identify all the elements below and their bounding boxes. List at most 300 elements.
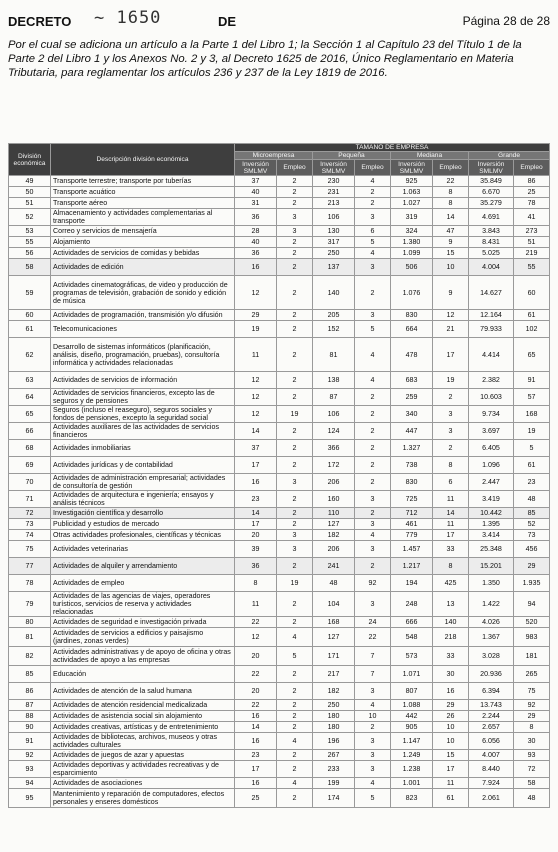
small-investment: 127 bbox=[313, 628, 355, 647]
division-description: Actividades inmobiliarias bbox=[51, 440, 235, 457]
small-employment: 2 bbox=[355, 457, 391, 474]
micro-investment: 14 bbox=[235, 423, 277, 440]
table-row bbox=[9, 541, 550, 558]
small-employment: 92 bbox=[355, 575, 391, 592]
large-investment: 4.414 bbox=[469, 338, 514, 372]
micro-employment: 2 bbox=[277, 237, 313, 248]
small-employment: 2 bbox=[355, 198, 391, 209]
large-investment: 14.627 bbox=[469, 276, 514, 310]
large-employment: 65 bbox=[514, 338, 550, 372]
medium-investment: 830 bbox=[391, 310, 433, 321]
division-description: Actividades cinematográficas, de video y producción de programas de televisión, grabación de sonido y edición de música bbox=[51, 276, 235, 310]
small-employment: 2 bbox=[355, 722, 391, 733]
division-code: 93 bbox=[9, 761, 51, 778]
small-investment: 140 bbox=[313, 276, 355, 310]
division-description: Actividades de arquitectura e ingeniería; ensayos y análisis técnicos bbox=[51, 491, 235, 508]
micro-investment: 22 bbox=[235, 617, 277, 628]
small-investment: 180 bbox=[313, 722, 355, 733]
micro-employment: 2 bbox=[277, 457, 313, 474]
micro-investment: 17 bbox=[235, 457, 277, 474]
division-description: Publicidad y estudios de mercado bbox=[51, 519, 235, 530]
large-investment: 3.028 bbox=[469, 647, 514, 666]
medium-employment: 10 bbox=[433, 733, 469, 750]
small-investment: 233 bbox=[313, 761, 355, 778]
division-description: Almacenamiento y actividades complementarias al transporte bbox=[51, 209, 235, 226]
micro-employment: 2 bbox=[277, 617, 313, 628]
large-employment: 55 bbox=[514, 259, 550, 276]
medium-investment: 442 bbox=[391, 711, 433, 722]
division-description: Transporte terrestre; transporte por tuberías bbox=[51, 176, 235, 187]
small-investment: 205 bbox=[313, 310, 355, 321]
large-investment: 1.096 bbox=[469, 457, 514, 474]
large-investment: 20.936 bbox=[469, 666, 514, 683]
investment-header: Inversión SMLMV bbox=[391, 160, 433, 176]
micro-employment: 2 bbox=[277, 248, 313, 259]
small-employment: 3 bbox=[355, 209, 391, 226]
division-description: Mantenimiento y reparación de computadores, efectos personales y enseres domésticos bbox=[51, 789, 235, 808]
micro-employment: 4 bbox=[277, 628, 313, 647]
division-description: Actividades de seguridad e investigación privada bbox=[51, 617, 235, 628]
large-employment: 48 bbox=[514, 491, 550, 508]
division-code: 61 bbox=[9, 321, 51, 338]
division-code: 69 bbox=[9, 457, 51, 474]
medium-employment: 13 bbox=[433, 592, 469, 617]
micro-investment: 16 bbox=[235, 778, 277, 789]
micro-investment: 12 bbox=[235, 372, 277, 389]
division-code: 49 bbox=[9, 176, 51, 187]
division-code: 56 bbox=[9, 248, 51, 259]
table-row bbox=[9, 666, 550, 683]
division-description: Transporte aéreo bbox=[51, 198, 235, 209]
medium-investment: 1.076 bbox=[391, 276, 433, 310]
large-employment: 23 bbox=[514, 474, 550, 491]
division-code: 94 bbox=[9, 778, 51, 789]
table-row bbox=[9, 700, 550, 711]
large-employment: 219 bbox=[514, 248, 550, 259]
micro-employment: 2 bbox=[277, 389, 313, 406]
small-investment: 182 bbox=[313, 683, 355, 700]
table-row bbox=[9, 310, 550, 321]
division-description: Educación bbox=[51, 666, 235, 683]
medium-investment: 823 bbox=[391, 789, 433, 808]
division-code: 91 bbox=[9, 733, 51, 750]
small-investment: 213 bbox=[313, 198, 355, 209]
micro-employment: 2 bbox=[277, 372, 313, 389]
size-header-micro: Microempresa bbox=[235, 152, 313, 160]
division-code: 60 bbox=[9, 310, 51, 321]
medium-employment: 15 bbox=[433, 750, 469, 761]
large-employment: 102 bbox=[514, 321, 550, 338]
micro-investment: 11 bbox=[235, 592, 277, 617]
investment-header: Inversión SMLMV bbox=[313, 160, 355, 176]
medium-employment: 17 bbox=[433, 530, 469, 541]
division-description: Actividades de las agencias de viajes, operadores turísticos, servicios de reserva y actividades relacionadas bbox=[51, 592, 235, 617]
medium-investment: 1.027 bbox=[391, 198, 433, 209]
table-row bbox=[9, 722, 550, 733]
division-description: Actividades de asistencia social sin alojamiento bbox=[51, 711, 235, 722]
table-row bbox=[9, 176, 550, 187]
small-employment: 2 bbox=[355, 423, 391, 440]
table-row bbox=[9, 389, 550, 406]
medium-employment: 9 bbox=[433, 237, 469, 248]
micro-investment: 40 bbox=[235, 237, 277, 248]
division-code: 74 bbox=[9, 530, 51, 541]
small-investment: 171 bbox=[313, 647, 355, 666]
small-employment: 4 bbox=[355, 338, 391, 372]
micro-employment: 2 bbox=[277, 761, 313, 778]
division-description: Seguros (incluso el reaseguro), seguros sociales y fondos de pensiones, excepto la seguridad social bbox=[51, 406, 235, 423]
large-investment: 2.447 bbox=[469, 474, 514, 491]
small-investment: 250 bbox=[313, 248, 355, 259]
micro-investment: 16 bbox=[235, 259, 277, 276]
small-employment: 7 bbox=[355, 647, 391, 666]
small-investment: 152 bbox=[313, 321, 355, 338]
small-investment: 267 bbox=[313, 750, 355, 761]
small-investment: 168 bbox=[313, 617, 355, 628]
large-investment: 7.924 bbox=[469, 778, 514, 789]
description-header: Descripción división económica bbox=[51, 144, 235, 176]
table-row bbox=[9, 575, 550, 592]
division-code: 66 bbox=[9, 423, 51, 440]
company-size-header: TAMAÑO DE EMPRESA bbox=[235, 144, 550, 152]
micro-employment: 3 bbox=[277, 541, 313, 558]
small-employment: 7 bbox=[355, 666, 391, 683]
division-description: Investigación científica y desarrollo bbox=[51, 508, 235, 519]
table-row bbox=[9, 558, 550, 575]
small-employment: 4 bbox=[355, 176, 391, 187]
division-code: 51 bbox=[9, 198, 51, 209]
large-employment: 72 bbox=[514, 761, 550, 778]
medium-investment: 905 bbox=[391, 722, 433, 733]
large-investment: 4.026 bbox=[469, 617, 514, 628]
medium-employment: 29 bbox=[433, 700, 469, 711]
medium-employment: 61 bbox=[433, 789, 469, 808]
large-employment: 73 bbox=[514, 530, 550, 541]
micro-investment: 17 bbox=[235, 519, 277, 530]
large-employment: 75 bbox=[514, 683, 550, 700]
medium-investment: 738 bbox=[391, 457, 433, 474]
small-employment: 5 bbox=[355, 789, 391, 808]
medium-employment: 140 bbox=[433, 617, 469, 628]
employment-header: Empleo bbox=[433, 160, 469, 176]
medium-investment: 1.147 bbox=[391, 733, 433, 750]
micro-investment: 12 bbox=[235, 628, 277, 647]
micro-employment: 2 bbox=[277, 423, 313, 440]
decree-number: ~ 1650 bbox=[94, 8, 162, 28]
large-employment: 520 bbox=[514, 617, 550, 628]
large-investment: 3.414 bbox=[469, 530, 514, 541]
table-row bbox=[9, 491, 550, 508]
table-row bbox=[9, 423, 550, 440]
micro-investment: 37 bbox=[235, 176, 277, 187]
large-investment: 4.007 bbox=[469, 750, 514, 761]
division-code: 64 bbox=[9, 389, 51, 406]
document-header bbox=[8, 6, 550, 32]
micro-investment: 36 bbox=[235, 209, 277, 226]
division-code: 53 bbox=[9, 226, 51, 237]
small-employment: 4 bbox=[355, 248, 391, 259]
small-employment: 5 bbox=[355, 321, 391, 338]
division-code: 78 bbox=[9, 575, 51, 592]
division-description: Actividades de atención de la salud humana bbox=[51, 683, 235, 700]
micro-investment: 11 bbox=[235, 338, 277, 372]
micro-employment: 2 bbox=[277, 491, 313, 508]
division-code: 75 bbox=[9, 541, 51, 558]
large-investment: 13.743 bbox=[469, 700, 514, 711]
micro-investment: 29 bbox=[235, 310, 277, 321]
small-investment: 231 bbox=[313, 187, 355, 198]
medium-employment: 2 bbox=[433, 389, 469, 406]
division-code: 82 bbox=[9, 647, 51, 666]
division-description: Actividades de servicios a edificios y paisajismo (jardines, zonas verdes) bbox=[51, 628, 235, 647]
small-employment: 2 bbox=[355, 440, 391, 457]
large-investment: 3.419 bbox=[469, 491, 514, 508]
page-number: Página 28 de 28 bbox=[462, 14, 550, 28]
large-investment: 4.691 bbox=[469, 209, 514, 226]
division-description: Actividades de asociaciones bbox=[51, 778, 235, 789]
small-investment: 138 bbox=[313, 372, 355, 389]
medium-investment: 666 bbox=[391, 617, 433, 628]
large-investment: 1.422 bbox=[469, 592, 514, 617]
large-employment: 94 bbox=[514, 592, 550, 617]
division-code: 70 bbox=[9, 474, 51, 491]
medium-investment: 259 bbox=[391, 389, 433, 406]
company-size-table bbox=[8, 143, 550, 808]
large-employment: 168 bbox=[514, 406, 550, 423]
micro-investment: 16 bbox=[235, 733, 277, 750]
small-employment: 24 bbox=[355, 617, 391, 628]
table-row bbox=[9, 474, 550, 491]
medium-investment: 324 bbox=[391, 226, 433, 237]
small-employment: 2 bbox=[355, 474, 391, 491]
table-row bbox=[9, 647, 550, 666]
large-employment: 30 bbox=[514, 733, 550, 750]
large-employment: 25 bbox=[514, 187, 550, 198]
micro-employment: 3 bbox=[277, 474, 313, 491]
medium-employment: 11 bbox=[433, 491, 469, 508]
large-investment: 1.395 bbox=[469, 519, 514, 530]
large-investment: 1.367 bbox=[469, 628, 514, 647]
table-row bbox=[9, 187, 550, 198]
table-row bbox=[9, 457, 550, 474]
medium-employment: 12 bbox=[433, 310, 469, 321]
micro-investment: 14 bbox=[235, 508, 277, 519]
micro-employment: 2 bbox=[277, 683, 313, 700]
small-investment: 130 bbox=[313, 226, 355, 237]
micro-employment: 5 bbox=[277, 647, 313, 666]
table-row bbox=[9, 711, 550, 722]
medium-employment: 9 bbox=[433, 276, 469, 310]
division-code: 85 bbox=[9, 666, 51, 683]
micro-employment: 2 bbox=[277, 558, 313, 575]
division-code: 50 bbox=[9, 187, 51, 198]
medium-investment: 830 bbox=[391, 474, 433, 491]
division-header: División económica bbox=[9, 144, 51, 176]
investment-header: Inversión SMLMV bbox=[469, 160, 514, 176]
medium-investment: 1.071 bbox=[391, 666, 433, 683]
table-row bbox=[9, 406, 550, 423]
micro-investment: 8 bbox=[235, 575, 277, 592]
large-investment: 25.348 bbox=[469, 541, 514, 558]
micro-investment: 22 bbox=[235, 700, 277, 711]
micro-investment: 23 bbox=[235, 750, 277, 761]
size-header-grande: Grande bbox=[469, 152, 550, 160]
medium-employment: 8 bbox=[433, 198, 469, 209]
large-investment: 8.440 bbox=[469, 761, 514, 778]
large-employment: 58 bbox=[514, 778, 550, 789]
small-investment: 87 bbox=[313, 389, 355, 406]
small-employment: 22 bbox=[355, 628, 391, 647]
small-employment: 3 bbox=[355, 750, 391, 761]
table-row bbox=[9, 519, 550, 530]
division-description: Actividades administrativas y de apoyo de oficina y otras actividades de apoyo a las empresas bbox=[51, 647, 235, 666]
small-investment: 230 bbox=[313, 176, 355, 187]
small-investment: 48 bbox=[313, 575, 355, 592]
table-row bbox=[9, 617, 550, 628]
large-employment: 93 bbox=[514, 750, 550, 761]
division-description: Transporte acuático bbox=[51, 187, 235, 198]
small-employment: 2 bbox=[355, 508, 391, 519]
micro-employment: 2 bbox=[277, 592, 313, 617]
medium-investment: 194 bbox=[391, 575, 433, 592]
large-employment: 78 bbox=[514, 198, 550, 209]
small-employment: 2 bbox=[355, 276, 391, 310]
small-employment: 3 bbox=[355, 592, 391, 617]
small-investment: 106 bbox=[313, 209, 355, 226]
large-employment: 181 bbox=[514, 647, 550, 666]
small-investment: 241 bbox=[313, 558, 355, 575]
investment-header: Inversión SMLMV bbox=[235, 160, 277, 176]
division-code: 65 bbox=[9, 406, 51, 423]
table-row bbox=[9, 321, 550, 338]
large-employment: 5 bbox=[514, 440, 550, 457]
table-row bbox=[9, 440, 550, 457]
small-employment: 3 bbox=[355, 259, 391, 276]
decree-label: DECRETO bbox=[8, 14, 72, 29]
division-code: 92 bbox=[9, 750, 51, 761]
employment-header: Empleo bbox=[514, 160, 550, 176]
micro-employment: 2 bbox=[277, 259, 313, 276]
division-code: 58 bbox=[9, 259, 51, 276]
small-investment: 217 bbox=[313, 666, 355, 683]
small-investment: 196 bbox=[313, 733, 355, 750]
large-investment: 2.244 bbox=[469, 711, 514, 722]
micro-investment: 28 bbox=[235, 226, 277, 237]
micro-investment: 16 bbox=[235, 474, 277, 491]
large-employment: 48 bbox=[514, 789, 550, 808]
small-employment: 3 bbox=[355, 761, 391, 778]
division-code: 88 bbox=[9, 711, 51, 722]
small-employment: 3 bbox=[355, 310, 391, 321]
division-description: Correo y servicios de mensajería bbox=[51, 226, 235, 237]
small-investment: 317 bbox=[313, 237, 355, 248]
division-code: 86 bbox=[9, 683, 51, 700]
large-investment: 3.843 bbox=[469, 226, 514, 237]
medium-employment: 17 bbox=[433, 338, 469, 372]
medium-investment: 248 bbox=[391, 592, 433, 617]
medium-employment: 8 bbox=[433, 558, 469, 575]
medium-employment: 15 bbox=[433, 248, 469, 259]
medium-investment: 340 bbox=[391, 406, 433, 423]
table-row bbox=[9, 592, 550, 617]
micro-investment: 20 bbox=[235, 647, 277, 666]
small-investment: 160 bbox=[313, 491, 355, 508]
micro-employment: 3 bbox=[277, 530, 313, 541]
micro-employment: 4 bbox=[277, 733, 313, 750]
micro-employment: 4 bbox=[277, 778, 313, 789]
micro-employment: 2 bbox=[277, 519, 313, 530]
division-code: 73 bbox=[9, 519, 51, 530]
small-employment: 2 bbox=[355, 558, 391, 575]
division-description: Actividades de servicios financieros, excepto las de seguros y de pensiones bbox=[51, 389, 235, 406]
small-employment: 2 bbox=[355, 389, 391, 406]
micro-employment: 2 bbox=[277, 176, 313, 187]
table-row bbox=[9, 750, 550, 761]
small-employment: 4 bbox=[355, 778, 391, 789]
table-row bbox=[9, 508, 550, 519]
small-employment: 2 bbox=[355, 406, 391, 423]
large-employment: 92 bbox=[514, 700, 550, 711]
large-investment: 3.697 bbox=[469, 423, 514, 440]
division-description: Actividades de servicios de comidas y bebidas bbox=[51, 248, 235, 259]
small-employment: 10 bbox=[355, 711, 391, 722]
medium-investment: 925 bbox=[391, 176, 433, 187]
medium-investment: 573 bbox=[391, 647, 433, 666]
micro-employment: 3 bbox=[277, 209, 313, 226]
table-row bbox=[9, 733, 550, 750]
division-code: 62 bbox=[9, 338, 51, 372]
medium-investment: 807 bbox=[391, 683, 433, 700]
division-description: Actividades de servicios de información bbox=[51, 372, 235, 389]
small-employment: 4 bbox=[355, 700, 391, 711]
table-row bbox=[9, 372, 550, 389]
division-code: 79 bbox=[9, 592, 51, 617]
table-row bbox=[9, 683, 550, 700]
medium-employment: 8 bbox=[433, 457, 469, 474]
division-code: 81 bbox=[9, 628, 51, 647]
medium-employment: 425 bbox=[433, 575, 469, 592]
large-investment: 10.603 bbox=[469, 389, 514, 406]
small-employment: 3 bbox=[355, 733, 391, 750]
large-investment: 12.164 bbox=[469, 310, 514, 321]
small-investment: 127 bbox=[313, 519, 355, 530]
medium-investment: 1.380 bbox=[391, 237, 433, 248]
micro-employment: 2 bbox=[277, 789, 313, 808]
large-employment: 273 bbox=[514, 226, 550, 237]
small-employment: 3 bbox=[355, 519, 391, 530]
large-employment: 91 bbox=[514, 372, 550, 389]
micro-employment: 2 bbox=[277, 722, 313, 733]
medium-investment: 1.249 bbox=[391, 750, 433, 761]
micro-investment: 12 bbox=[235, 389, 277, 406]
division-description: Actividades de administración empresarial; actividades de consultoría de gestión bbox=[51, 474, 235, 491]
micro-investment: 40 bbox=[235, 187, 277, 198]
micro-investment: 20 bbox=[235, 683, 277, 700]
large-employment: 29 bbox=[514, 711, 550, 722]
medium-investment: 1.088 bbox=[391, 700, 433, 711]
medium-employment: 26 bbox=[433, 711, 469, 722]
division-description: Actividades auxiliares de las actividades de servicios financieros bbox=[51, 423, 235, 440]
table-row bbox=[9, 628, 550, 647]
micro-employment: 2 bbox=[277, 321, 313, 338]
table-row bbox=[9, 226, 550, 237]
large-employment: 8 bbox=[514, 722, 550, 733]
small-employment: 2 bbox=[355, 187, 391, 198]
micro-investment: 16 bbox=[235, 711, 277, 722]
large-investment: 35.279 bbox=[469, 198, 514, 209]
division-description: Actividades de programación, transmisión y/o difusión bbox=[51, 310, 235, 321]
micro-employment: 2 bbox=[277, 666, 313, 683]
